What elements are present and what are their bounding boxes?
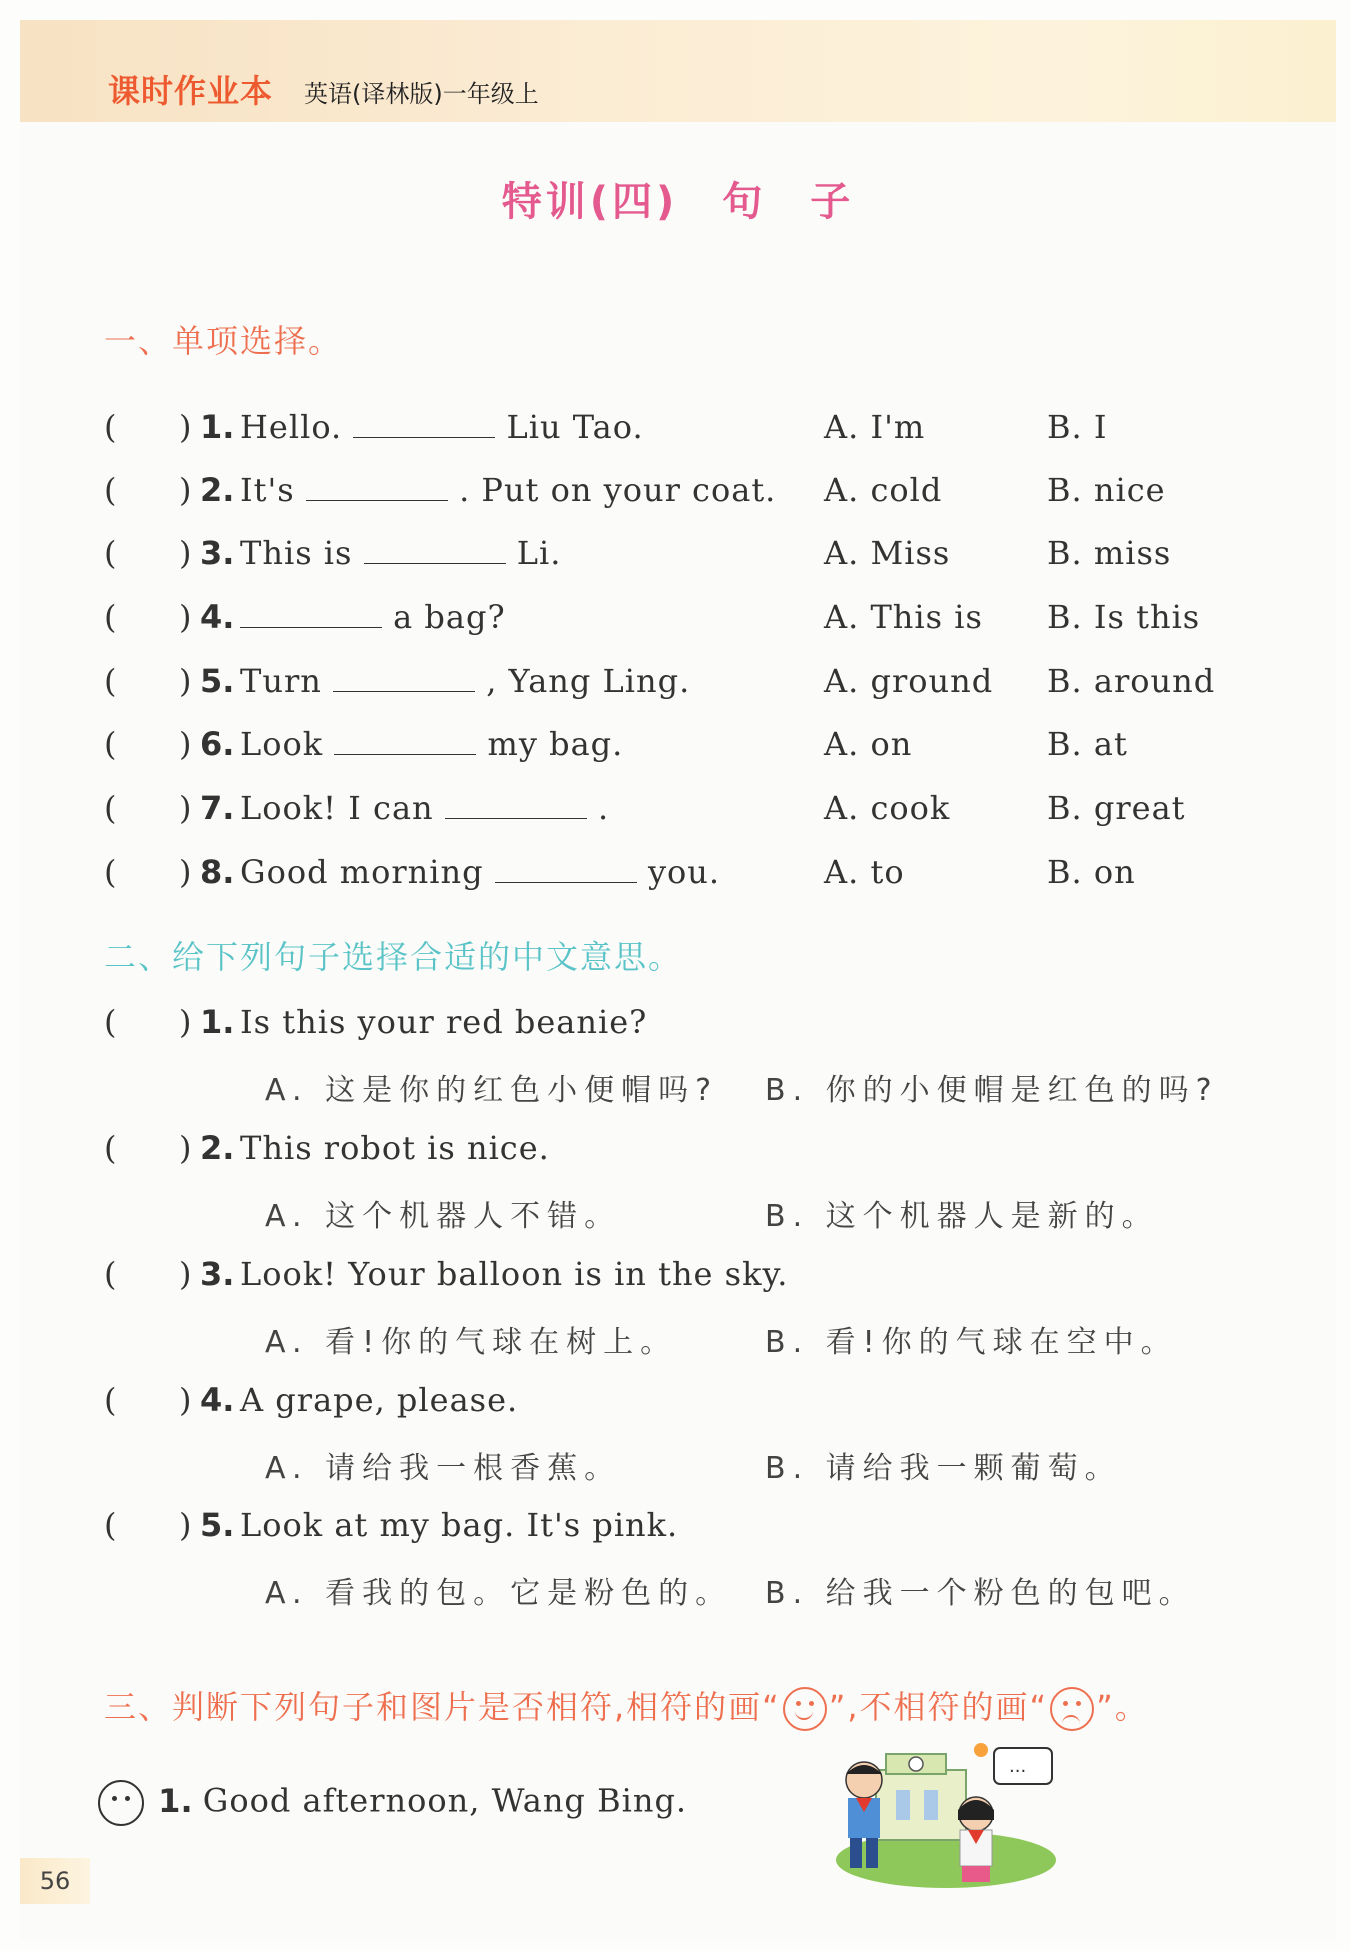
- answer-paren-right[interactable]: ): [179, 1381, 192, 1419]
- page-number: 56: [20, 1858, 90, 1904]
- option-a: A. This is: [824, 598, 983, 636]
- kids-greeting-illustration: [826, 1740, 1066, 1890]
- item-question: A grape, please.: [240, 1381, 519, 1419]
- section3-heading-part2: ”,不相符的画“: [828, 1688, 1049, 1726]
- page-title: 特训(四) 句 子: [501, 179, 855, 225]
- item-question: [240, 534, 561, 572]
- section2-item-5: [104, 1506, 1304, 1556]
- item-number: 5.: [200, 662, 235, 700]
- item-number: 2.: [200, 1129, 235, 1167]
- item-number: 1.: [200, 408, 235, 446]
- item-question: Is this your red beanie?: [240, 1003, 648, 1041]
- brand-label: 课时作业本: [108, 72, 274, 110]
- question-suffix: a bag?: [393, 598, 506, 636]
- item-number: 1.: [200, 1003, 235, 1041]
- section1-item-6: [104, 725, 1304, 775]
- sad-face-icon: [1050, 1687, 1094, 1731]
- fill-blank[interactable]: [364, 535, 506, 564]
- answer-paren-right[interactable]: ): [179, 1255, 192, 1293]
- translation-option-b: B. 这个机器人是新的。: [765, 1199, 1159, 1234]
- question-suffix: , Yang Ling.: [486, 662, 691, 700]
- section1-item-2: [104, 471, 1304, 521]
- item-number: 2.: [200, 471, 235, 509]
- option-b: B. I: [1047, 408, 1108, 446]
- fill-blank[interactable]: [333, 663, 475, 692]
- item-question: Good afternoon, Wang Bing.: [202, 1781, 688, 1820]
- item-question: Look at my bag. It's pink.: [240, 1506, 679, 1544]
- question-suffix: my bag.: [487, 725, 624, 763]
- section3-heading-part1: 三、判断下列句子和图片是否相符,相符的画“: [104, 1688, 781, 1726]
- fill-blank[interactable]: [334, 726, 476, 755]
- fill-blank[interactable]: [353, 409, 495, 438]
- question-suffix: Li.: [516, 534, 562, 572]
- answer-paren-left: (: [104, 598, 117, 636]
- translation-option-b: B. 你的小便帽是红色的吗?: [765, 1073, 1219, 1108]
- answer-paren-right[interactable]: ): [179, 1129, 192, 1167]
- option-a: A. ground: [824, 662, 994, 700]
- answer-paren-right[interactable]: ): [179, 471, 192, 509]
- question-prefix: Good morning: [240, 853, 484, 891]
- answer-paren-left: (: [104, 471, 117, 509]
- answer-paren-right[interactable]: ): [179, 1003, 192, 1041]
- option-b: B. at: [1047, 725, 1128, 763]
- item-question: [240, 471, 776, 509]
- option-a: A. Miss: [824, 534, 951, 572]
- answer-paren-right[interactable]: ): [179, 789, 192, 827]
- answer-face-blank-icon[interactable]: [98, 1780, 144, 1826]
- answer-paren-left: (: [104, 408, 117, 446]
- item-number: 8.: [200, 853, 235, 891]
- item-number: 5.: [200, 1506, 235, 1544]
- item-number: 3.: [200, 534, 235, 572]
- section1-heading: 一、单项选择。: [104, 322, 343, 360]
- translation-option-b: B. 给我一个粉色的包吧。: [765, 1576, 1196, 1611]
- section3-heading-part3: ”。: [1096, 1688, 1149, 1726]
- answer-paren-right[interactable]: ): [179, 853, 192, 891]
- section2-heading: 二、给下列句子选择合适的中文意思。: [104, 938, 683, 976]
- answer-paren-left: (: [104, 662, 117, 700]
- question-suffix: you.: [647, 853, 721, 891]
- header-band: [20, 20, 1336, 122]
- item-number: 1.: [158, 1781, 193, 1820]
- option-b: B. miss: [1047, 534, 1172, 572]
- answer-paren-right[interactable]: ): [179, 662, 192, 700]
- answer-paren-left: (: [104, 1003, 117, 1041]
- happy-face-icon: [783, 1687, 827, 1731]
- option-a: A. to: [824, 853, 905, 891]
- translation-option-b: B. 请给我一颗葡萄。: [765, 1451, 1122, 1486]
- translation-option-a: A. 这个机器人不错。: [265, 1199, 622, 1234]
- section2-item-2: [104, 1129, 1304, 1179]
- section1-item-3: [104, 534, 1304, 584]
- item-question: [240, 408, 644, 446]
- section2-item-4: [104, 1381, 1304, 1431]
- speech-bubble-text: ...: [1009, 1756, 1027, 1777]
- answer-paren-left: (: [104, 789, 117, 827]
- item-question: [240, 725, 623, 763]
- item-question: [240, 598, 506, 636]
- item-question: Look! Your balloon is in the sky.: [240, 1255, 789, 1293]
- option-a: A. on: [824, 725, 913, 763]
- answer-paren-right[interactable]: ): [179, 725, 192, 763]
- answer-paren-right[interactable]: ): [179, 1506, 192, 1544]
- translation-option-b: B. 看!你的气球在空中。: [765, 1325, 1178, 1360]
- translation-option-a: A. 这是你的红色小便帽吗?: [265, 1073, 718, 1108]
- question-prefix: This is: [240, 534, 353, 572]
- option-a: A. I'm: [824, 408, 926, 446]
- question-suffix: . Put on your coat.: [459, 471, 777, 509]
- option-b: B. nice: [1047, 471, 1166, 509]
- question-prefix: Turn: [240, 662, 322, 700]
- option-a: A. cook: [824, 789, 951, 827]
- item-question: [240, 662, 690, 700]
- answer-paren-left: (: [104, 725, 117, 763]
- translation-option-a: A. 看!你的气球在树上。: [265, 1325, 678, 1360]
- section1-item-4: [104, 598, 1304, 648]
- item-number: 4.: [200, 598, 235, 636]
- option-b: B. on: [1047, 853, 1136, 891]
- answer-paren-left: (: [104, 1506, 117, 1544]
- section3-item-1: [98, 1780, 687, 1826]
- answer-paren-left: (: [104, 1381, 117, 1419]
- answer-paren-left: (: [104, 1255, 117, 1293]
- option-a: A. cold: [824, 471, 943, 509]
- option-b: B. around: [1047, 662, 1216, 700]
- answer-paren-right[interactable]: ): [179, 534, 192, 572]
- section1-item-7: [104, 789, 1304, 839]
- item-number: 6.: [200, 725, 235, 763]
- fill-blank[interactable]: [445, 790, 587, 819]
- answer-paren-right[interactable]: ): [179, 598, 192, 636]
- fill-blank[interactable]: [495, 854, 637, 883]
- section1-item-8: [104, 853, 1304, 903]
- answer-paren-right[interactable]: ): [179, 408, 192, 446]
- fill-blank[interactable]: [240, 599, 382, 628]
- option-b: B. great: [1047, 789, 1186, 827]
- question-suffix: .: [597, 789, 610, 827]
- item-question: [240, 853, 720, 891]
- item-number: 4.: [200, 1381, 235, 1419]
- translation-option-a: A. 请给我一根香蕉。: [265, 1451, 622, 1486]
- item-number: 3.: [200, 1255, 235, 1293]
- question-prefix: Look: [240, 725, 324, 763]
- question-prefix: Hello.: [240, 408, 343, 446]
- question-prefix: Look! I can: [240, 789, 434, 827]
- worksheet-page: [20, 20, 1336, 1940]
- section1-item-5: [104, 662, 1304, 712]
- question-prefix: It's: [240, 471, 295, 509]
- fill-blank[interactable]: [306, 472, 448, 501]
- book-title: 英语(译林版)一年级上: [304, 80, 539, 108]
- question-suffix: Liu Tao.: [506, 408, 644, 446]
- item-question: This robot is nice.: [240, 1129, 550, 1167]
- option-b: B. Is this: [1047, 598, 1201, 636]
- answer-paren-left: (: [104, 853, 117, 891]
- section3-heading: [104, 1682, 1149, 1731]
- answer-paren-left: (: [104, 1129, 117, 1167]
- answer-paren-left: (: [104, 534, 117, 572]
- section2-item-1: [104, 1003, 1304, 1053]
- section1-item-1: [104, 408, 1304, 458]
- item-question: [240, 789, 609, 827]
- item-number: 7.: [200, 789, 235, 827]
- section2-item-3: [104, 1255, 1304, 1305]
- translation-option-a: A. 看我的包。它是粉色的。: [265, 1576, 733, 1611]
